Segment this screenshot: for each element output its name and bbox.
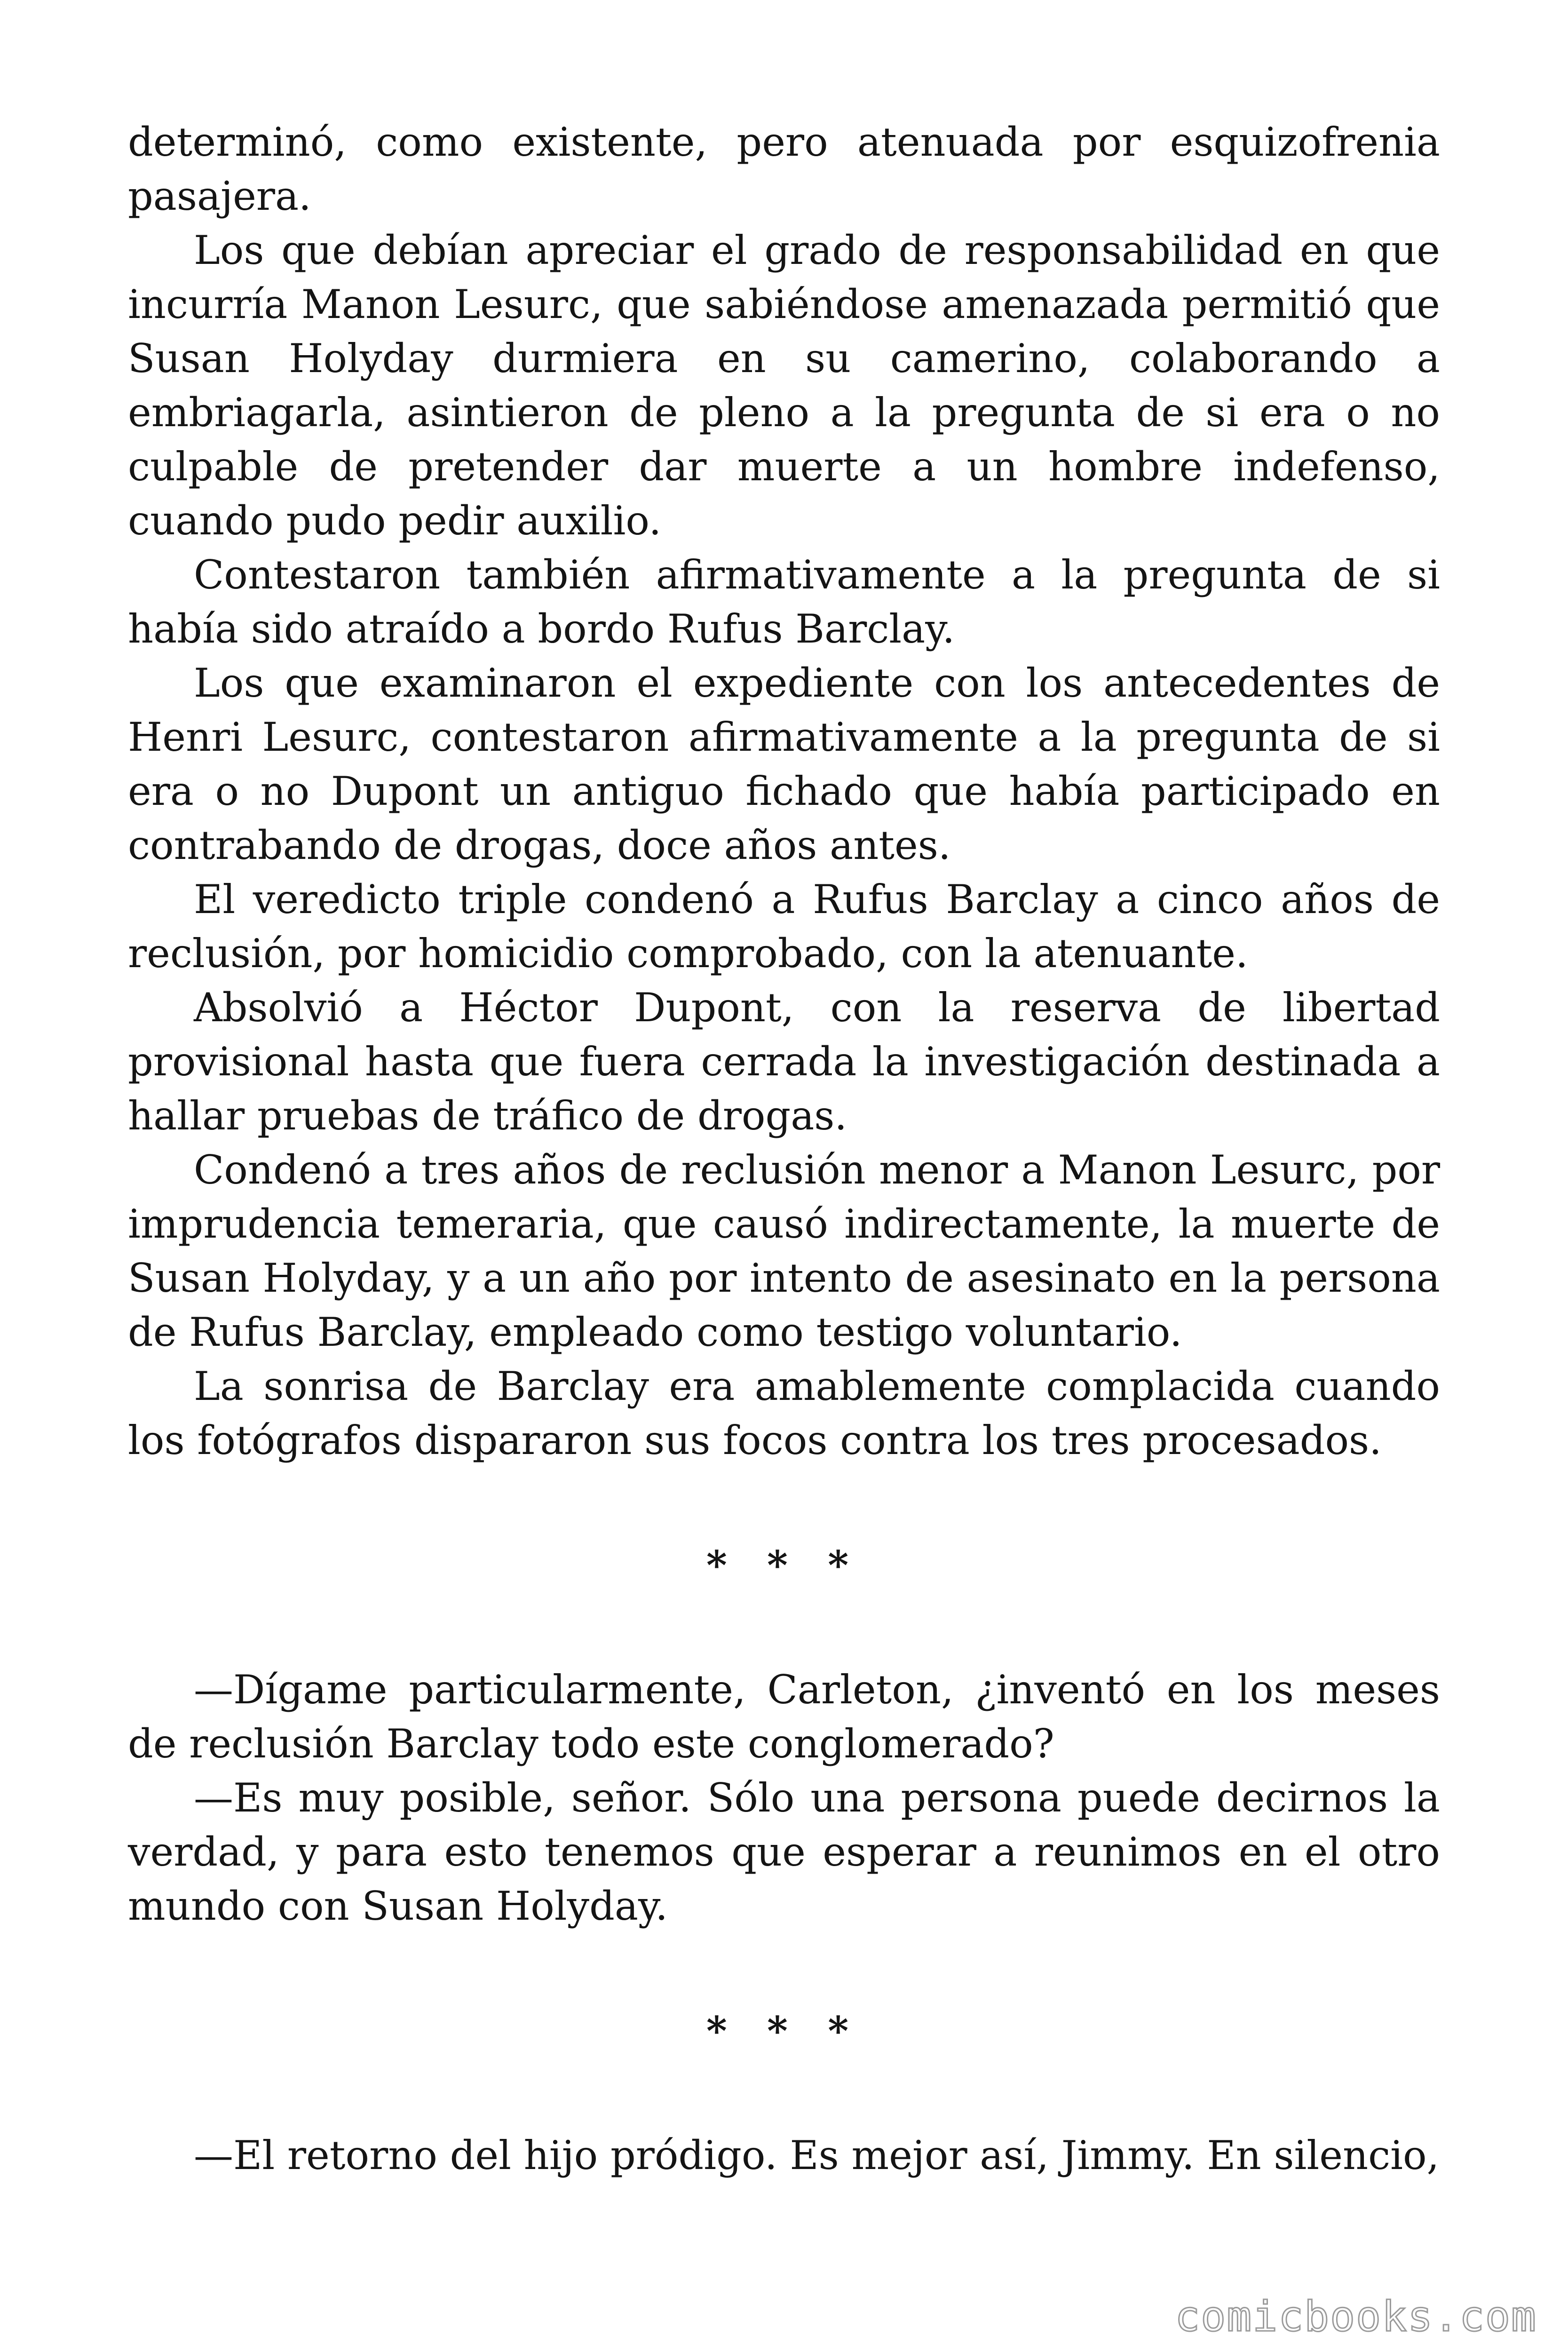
- dialogue-paragraph: —Dígame particularmente, Carleton, ¿inventó en los meses de reclusión Barclay todo este conglomerado?: [128, 1667, 1440, 1767]
- paragraph: Absolvió a Héctor Dupont, con la reserva de libertad provisional hasta que fuera cerrada la investigación destinada a hallar pruebas de tráfico de drogas.: [128, 985, 1440, 1139]
- paragraph: Contestaron también afirmativamente a la pregunta de si había sido atraído a bordo Rufus Barclay.: [128, 552, 1440, 652]
- dialogue-paragraph: —Es muy posible, señor. Sólo una persona puede decirnos la verdad, y para esto tenemos que esperar a reunimos en el otro mundo con Susan Holyday.: [128, 1775, 1440, 1929]
- paragraph: El veredicto triple condenó a Rufus Barclay a cinco años de reclusión, por homicidio comprobado, con la atenuante.: [128, 876, 1440, 977]
- section-separator: * * *: [706, 2008, 862, 2054]
- paragraph: determinó, como existente, pero atenuada por esquizofrenia pasajera.: [128, 119, 1440, 219]
- paragraph: Condenó a tres años de reclusión menor a Manon Lesurc, por imprudencia temeraria, que causó indirectamente, la muerte de Susan Holyday, y a un año por intento de asesinato en la persona de Rufus Barclay, empleado como testigo voluntario.: [128, 1147, 1440, 1355]
- paragraph: La sonrisa de Barclay era amablemente complacida cuando los fotógrafos dispararon sus focos contra los tres procesados.: [128, 1363, 1440, 1463]
- book-page: [128, 115, 1440, 2183]
- watermark-logo: comicbooks.com: [1175, 2292, 1537, 2341]
- section-separator: * * *: [706, 1542, 862, 1589]
- paragraph: Los que debían apreciar el grado de responsabilidad en que incurría Manon Lesurc, que sabiéndose amenazada permitió que Susan Holyday durmiera en su camerino, colaborando a embriagarla, asintieron de pleno a la pregunta de si era o no culpable de pretender dar muerte a un hombre indefenso, cuando pudo pedir auxilio.: [128, 227, 1440, 544]
- dialogue-paragraph: —El retorno del hijo pródigo. Es mejor así, Jimmy. En silencio,: [194, 2132, 1440, 2178]
- paragraph: Los que examinaron el expediente con los antecedentes de Henri Lesurc, contestaron afirmativamente a la pregunta de si era o no Dupont un antiguo fichado que había participado en contrabando de drogas, doce años antes.: [128, 660, 1440, 868]
